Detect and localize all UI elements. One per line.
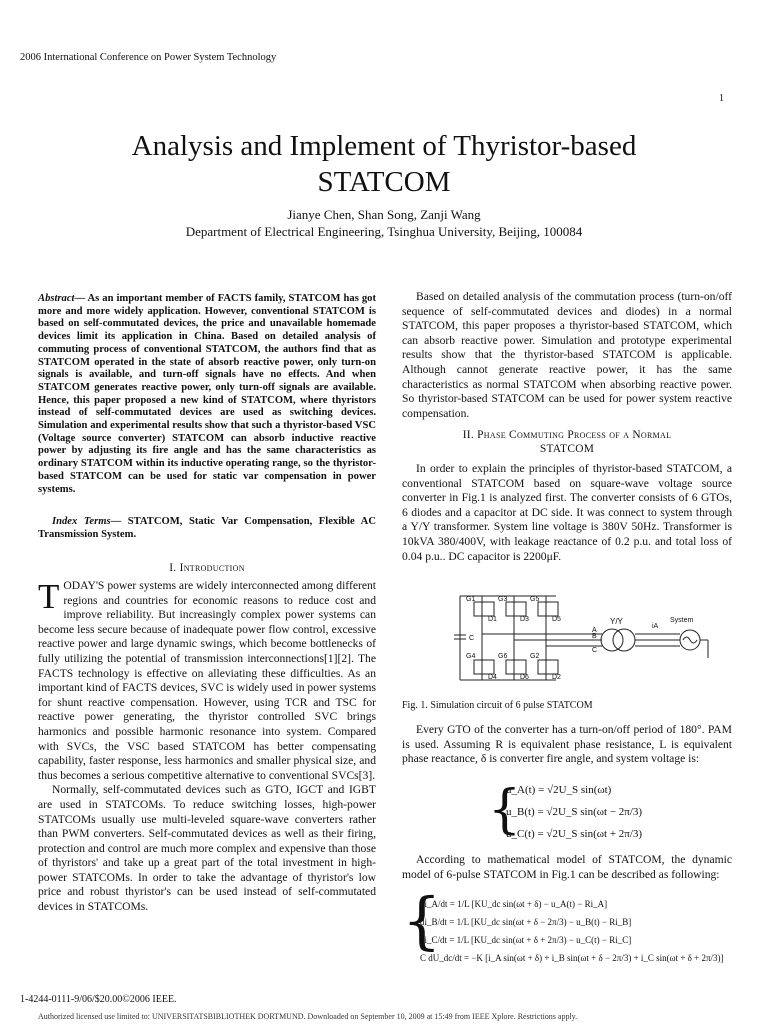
phase-label-b: B — [592, 633, 597, 640]
diode-label-d2: D2 — [552, 674, 561, 681]
page-number: 1 — [719, 93, 724, 104]
gate-label-g3: G3 — [498, 596, 508, 603]
diode-label-d1: D1 — [488, 616, 497, 623]
diode-label-d6: D6 — [520, 674, 529, 681]
author-names: Jianye Chen, Shan Song, Zanji Wang — [287, 207, 481, 222]
affiliation: Department of Electrical Engineering, Tsinghua University, Beijing, 100084 — [185, 224, 583, 239]
equation-dia: di_A/dt = 1/L [KU_dc sin(ωt + δ) − u_A(t) − Ri_A] — [420, 899, 608, 909]
figure-1-caption: Fig. 1. Simulation circuit of 6 pulse STATCOM — [402, 700, 593, 711]
section-heading-introduction: I. Introduction — [169, 562, 245, 574]
gate-label-g5: G5 — [530, 596, 540, 603]
paper-title: Analysis and Implement of Thyristor-based STATCOM — [131, 130, 637, 198]
diode-label-d3: D3 — [520, 616, 529, 623]
section2-paragraph-2: Every GTO of the converter has a turn-on/off period of 180°. PAM is used. Assuming R is equivalent phase resistance, L is equivalent phase reactance, δ is converter fire angle, and system voltage is: — [402, 723, 732, 766]
index-terms: Index Terms— STATCOM, Static Var Compensation, Flexible AC Transmission System. — [38, 516, 376, 540]
equation-dic: di_C/dt = 1/L [KU_dc sin(ωt + δ + 2π/3) − u_C(t) − Ri_C] — [420, 935, 632, 945]
intro-paragraph-1: TODAY'S power systems are widely interconnected among different regions and countries for economic reasons to reduce cost and improve reliability. But increasingly complex power systems can become less secure because of inadequate power flow control, excessive reactive power and large dynamic swings, which become bottlenecks of fully utilizing the potential of transmission interconnections[1][2]. The FACTS technology is effective on alleviating these difficulties. As an important kind of FACTS devices, SVC is widely used in power systems for shunt reactive compensation. However, using TCR and TSC for reactive power generating, the thyristor controlled SVC brings harmonics and possible harmonic resonance into system. Compared with SVCs, the VSC based STATCOM has better compensating capability, faster response, less harmonics and smaller physical size, and thus becomes a serious competitive alternative to conventional SVCs[3]. — [38, 577, 376, 782]
equation-ub: u_B(t) = √2U_S sin(ωt − 2π/3) — [506, 806, 643, 818]
abstract-text: As an important member of FACTS family, STATCOM has got more and more widely application. However, conventional STATCOM is based on self-commutated devices, the price and unavailable homemade devices limit its application in China. Based on detailed analysis of commuting process of conventional STATCOM, the authors find that as STATCOM operated in the state of absorb reactive power, only turn-on signals is available, and turn-off signals have no effects. And when STATCOM generates reactive power, only turn-off signals are available. Hence, this paper proposed a new kind of STATCOM, where thyristors instead of self-commutated devices are used as switching devices. Simulation and experimental results show that such a thyristor-based VSC (Voltage source converter) STATCOM can absorb inductive reactive power by adjusting its fire angle and has the same characteristics as ordinary STATCOM within its inductive operating range, so the thyristor-based STATCOM can be used for static var compensation in power systems. — [38, 293, 376, 495]
phase-label-c: C — [592, 647, 598, 654]
equation-system-voltage — [488, 780, 643, 850]
abstract: Abstract— As an important member of FACTS family, STATCOM has got more and more widely application. However, conventional STATCOM is based on self-commutated devices, the price and unavailable homemade devices limit its application in China. Based on detailed analysis of commuting process of conventional STATCOM, the authors find that as STATCOM operated in the state of absorb reactive power, only turn-on signals is available, and turn-off signals have no effects. And when STATCOM generates reactive power, only turn-off signals are available. Hence, this paper proposed a new kind of STATCOM, where thyristors instead of self-commutated devices are used as switching devices. Simulation and experimental results show that such a thyristor-based VSC (Voltage source converter) STATCOM can absorb inductive reactive power by adjusting its fire angle and has the same characteristics as ordinary STATCOM within its inductive operating range, so the thyristor-based STATCOM can be used for static var compensation in power systems. — [38, 293, 376, 495]
abstract-label: Abstract — [38, 293, 75, 304]
copyright-footer: 1-4244-0111-9/06/$20.00©2006 IEEE. — [20, 994, 177, 1005]
gate-label-g6: G6 — [498, 653, 508, 660]
equation-dib: di_B/dt = 1/L [KU_dc sin(ωt + δ − 2π/3) − u_B(t) − Ri_B] — [420, 917, 632, 927]
index-terms-text: STATCOM, Static Var Compensation, Flexible AC Transmission System. — [38, 516, 376, 540]
system-label: System — [670, 617, 694, 624]
col2-intro-paragraph: Based on detailed analysis of the commutation process (turn-on/off sequence of self-commutated devices and diodes) in a normal STATCOM, this paper proposes a thyristor-based STATCOM, which can absorb reactive power. Simulation and prototype experimental results show that the thyristor-based STATCOM is applicable. Although cannot generate reactive power, it has the same characteristics as normal STATCOM when absorbing reactive power. So thyristor-based STATCOM can be used for power system reactive compensation. — [402, 290, 732, 420]
introduction-body — [38, 579, 376, 915]
gate-label-g1: G1 — [466, 596, 476, 603]
equation-brace: { — [488, 780, 522, 840]
intro-paragraph-2: Normally, self-commutated devices such as GTO, IGCT and IGBT are used in STATCOMs. To reduce switching losses, high-power STATCOMs usually use multi-leveled square-wave converters rather than PWM converters. Self-commutated devices as well as their firing, protection and control are much more complex and expensive than those of thyristors' and take up a great part of the total investment in high-power STATCOMs. In order to take the advantage of thyristor's low price and robust thyristor's can be used instead of self-commutated devices in STATCOMs. — [38, 783, 376, 914]
drop-cap: T — [38, 577, 60, 616]
equation-uc: u_C(t) = √2U_S sin(ωt + 2π/3) — [506, 828, 643, 840]
equation-ua: u_A(t) = √2U_S sin(ωt) — [506, 784, 612, 796]
section-heading-phase-commuting: II. Phase Commuting Process of a Normal STATCOM — [462, 429, 672, 455]
transformer-label: Y/Y — [610, 617, 623, 626]
index-terms-label: Index Terms — [52, 516, 111, 527]
current-label: iA — [652, 623, 659, 630]
figure-1-circuit — [452, 588, 712, 688]
phase-label-a: A — [592, 627, 597, 634]
author-block — [0, 206, 768, 240]
equation-dynamic-model — [402, 884, 724, 971]
equation-dudc: C dU_dc/dt = −K [i_A sin(ωt + δ) + i_B sin(ωt + δ − 2π/3) + i_C sin(ωt + δ + 2π/3)] — [420, 953, 724, 963]
license-footer: Authorized licensed use limited to: UNIVERSITATSBIBLIOTHEK DORTMUND. Downloaded on September 10, 2009 at 15:49 from IEEE Xplore. Restrictions apply. — [38, 1012, 578, 1021]
capacitor-label: C — [469, 635, 475, 642]
diode-label-d5: D5 — [552, 616, 561, 623]
diode-label-d4: D4 — [488, 674, 497, 681]
section2-paragraph-3: According to mathematical model of STATCOM, the dynamic model of 6-pulse STATCOM in Fig.1 can be described as following: — [402, 853, 732, 881]
gate-label-g2: G2 — [530, 653, 540, 660]
equation-brace-dynamic: { — [402, 884, 442, 957]
conference-header: 2006 International Conference on Power System Technology — [20, 52, 277, 63]
gate-label-g4: G4 — [466, 653, 476, 660]
section2-paragraph-1: In order to explain the principles of thyristor-based STATCOM, a conventional STATCOM based on square-wave voltage source converter in Fig.1 is analyzed first. The converter consists of 6 GTOs, 6 diodes and a capacitor at DC side. It was connect to system through a Y/Y transformer. System line voltage is 380V 50Hz. Transformer is 10kVA 380/400V, with leakage reactance of 0.2 p.u. and total loss of 0.04 p.u.. DC capacitor is 2200μF. — [402, 462, 732, 563]
